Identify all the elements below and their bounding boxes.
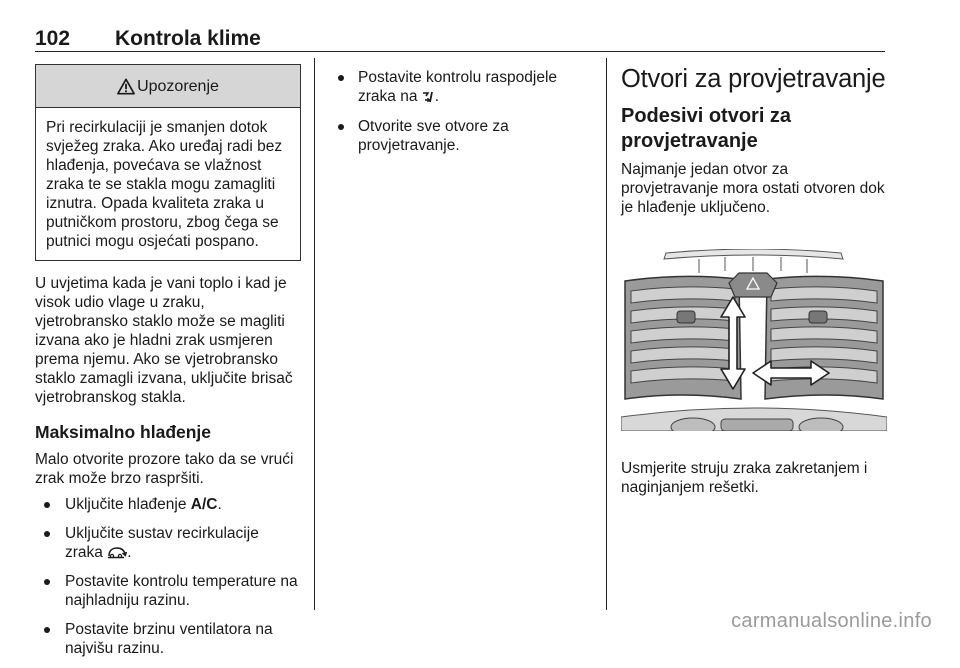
watermark: carmanualsonline.info (731, 610, 932, 632)
column-divider (314, 58, 315, 610)
chapter-title: Kontrola klime (115, 27, 261, 50)
column-left (35, 64, 301, 668)
column-right (621, 64, 887, 497)
warning-title: Upozorenje (137, 77, 219, 95)
max-cooling-intro: Malo otvorite prozore tako da se vrući zrak može brzo raspršiti. (35, 451, 294, 487)
list-item: Postavite kontrolu temperature na najhladniju razinu. (35, 572, 301, 610)
page-number: 102 (35, 27, 71, 50)
ac-label: A/C (190, 496, 218, 513)
max-cooling-steps (35, 495, 301, 658)
list-item: Postavite brzinu ventilatora na najvišu razinu. (35, 620, 301, 658)
vents-intro: Najmanje jedan otvor za provjetravanje mora ostati otvoren dok je hlađenje uključeno. (621, 161, 885, 216)
page-header (35, 27, 885, 52)
column-divider (606, 58, 607, 610)
warning-box (35, 64, 301, 261)
list-item: Otvorite sve otvore za provjetravanje. (330, 117, 588, 155)
max-cooling-heading: Maksimalno hlađenje (35, 422, 212, 442)
list-item: Uključite hlađenje A/C. (35, 495, 301, 514)
vents-heading: Otvori za provjetravanje (621, 65, 886, 93)
list-item: Postavite kontrolu raspodjele zraka na . (330, 68, 588, 106)
list-item: Uključite sustav recirkulacije zraka . (35, 524, 301, 562)
warning-triangle-icon (117, 78, 135, 95)
column-middle (330, 68, 588, 166)
air-distribution-icon (422, 91, 435, 103)
adjustable-vents-heading: Podesivi otvori za provjetravanje (621, 105, 792, 152)
air-recirculation-icon (107, 547, 127, 559)
paragraph-fogging: U uvjetima kada je vani toplo i kad je visok udio vlage u zraku, vjetrobransko staklo može se magliti izvana ako je hladni zrak usmjeren prema njemu. Ako se vjetrobransko staklo zamagli izvana, uključite brisač vjetrobranskog stakla. (35, 275, 293, 406)
warning-header (36, 65, 300, 108)
defog-steps (330, 68, 588, 155)
figure-caption: Usmjerite struju zraka zakretanjem i naginjanjem rešetki. (621, 460, 868, 496)
air-vent-illustration (621, 249, 887, 431)
warning-text: Pri recirkulaciji je smanjen dotok svježeg zraka. Ako uređaj radi bez hlađenja, povećava se vlažnost zraka te se stakla mogu zamagliti iznutra. Opada kvaliteta zraka u putničkom prostoru, zbog čega se putnici mogu osjećati pospano. (46, 119, 283, 250)
